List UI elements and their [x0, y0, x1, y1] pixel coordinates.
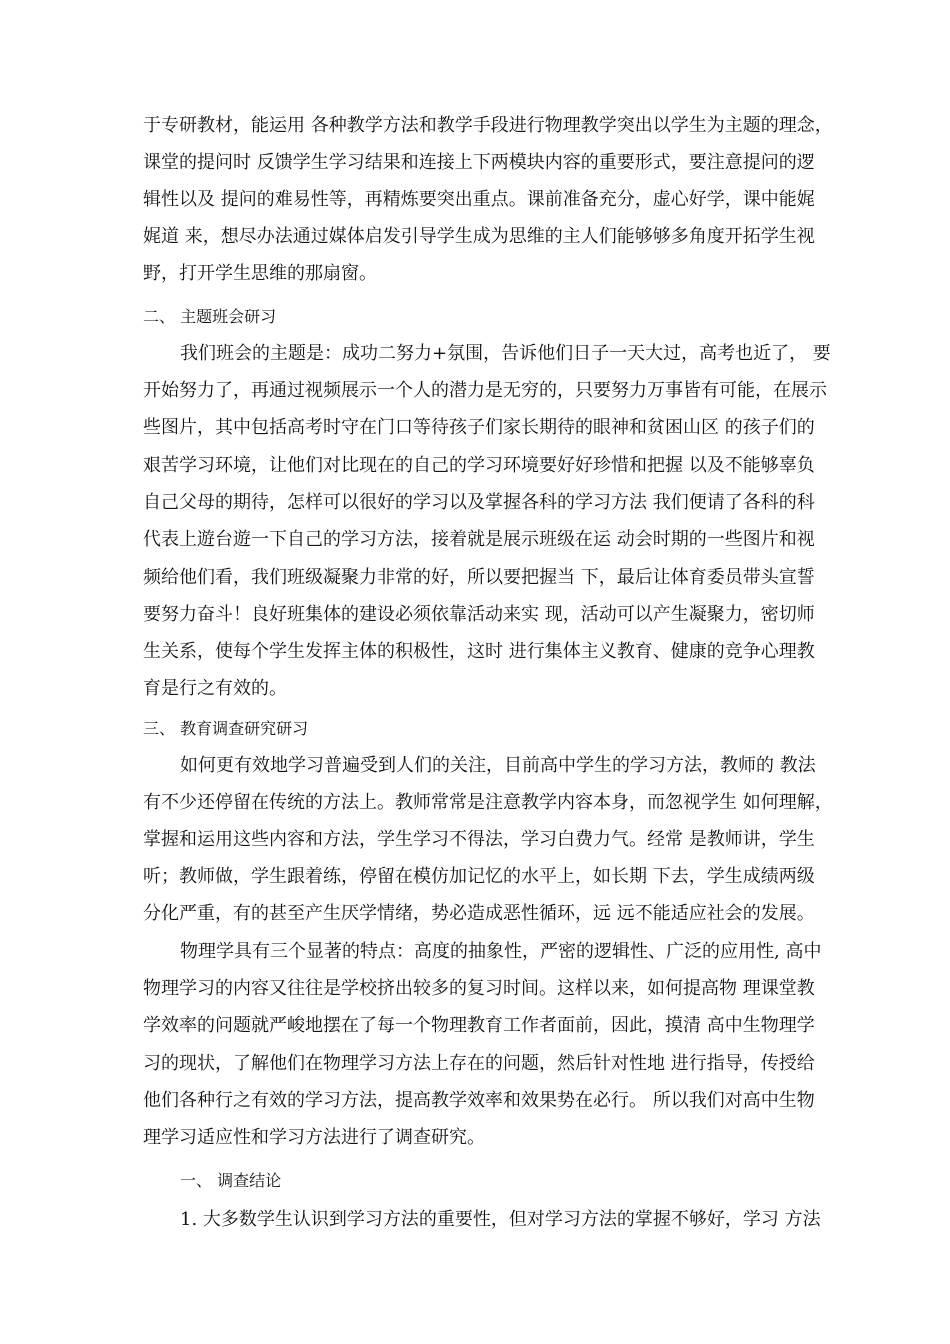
body-text-line: 学效率的问题就严峻地摆在了每一个物理教育工作者面前，因此，摸清 高中生物理学: [143, 1015, 815, 1036]
body-text-line: 代表上遊台遊一下自己的学习方法，接着就是展示班级在运 动会时期的一些图片和视: [143, 529, 815, 550]
body-text-line: 些图片，其中包括高考时守在门口等待孩子们家长期待的眼神和贫困山区 的孩子们的: [143, 417, 815, 438]
section-heading: 二、 主题班会研习: [143, 307, 277, 326]
body-text-line: 习的现状，了解他们在物理学习方法上存在的问题，然后针对性地 进行指导，传授给: [143, 1053, 815, 1074]
body-text-line: 课堂的提问时 反馈学生学习结果和连接上下两模块内容的重要形式，要注意提问的逻: [143, 152, 815, 173]
body-text-line: 自己父母的期待，怎样可以很好的学习以及掌握各科的学习方法 我们便请了各科的科: [143, 492, 815, 513]
body-text-line: 物理学习的内容又往往是学校挤出较多的复习时间。这样以来，如何提高物 理课堂教: [143, 978, 815, 999]
subsection-heading: 一、 调查结论: [180, 1171, 282, 1190]
paragraph-last-line: 育是行之有效的。: [143, 678, 287, 699]
body-text-line: 生关系，使每个学生发挥主体的积极性，这时 进行集体主义教育、健康的竞争心理教: [143, 641, 815, 662]
paragraph-first-line: 我们班会的主题是：成功二努力+氛围，告诉他们日子一天大过，高考也近了， 要: [180, 343, 831, 364]
body-text-line: 开始努力了，再通过视频展示一个人的潜力是无穷的，只要努力万事皆有可能，在展示: [143, 380, 827, 401]
body-text-line: 掌握和运用这些内容和方法，学生学习不得法，学习白费力气。经常 是教师讲，学生: [143, 829, 815, 850]
section-heading: 三、 教育调查研究研习: [143, 719, 309, 738]
body-text-line: 于专研教材，能运用 各种教学方法和教学手段进行物理教学突出以学生为主题的理念，: [143, 115, 833, 136]
body-text-line: 娓道 来，想尽办法通过媒体启发引导学生成为思维的主人们能够够多角度开拓学生视: [143, 226, 815, 247]
body-text-line: 听；教师做，学生跟着练，停留在模仿加记忆的水平上，如长期 下去，学生成绩两级: [143, 866, 815, 887]
paragraph-first-line: 物理学具有三个显著的特点：高度的抽象性，严密的逻辑性、广泛的应用性, 高中: [180, 941, 822, 962]
body-text-line: 他们各种行之有效的学习方法，提高教学效率和效果势在必行。 所以我们对高中生物: [143, 1090, 815, 1111]
body-text-line: 分化严重，有的甚至产生厌学情绪，势必造成恶性循环，远 远不能适应社会的发展。: [143, 903, 815, 924]
paragraph-last-line: 野，打开学生思维的那扇窗。: [143, 263, 377, 284]
body-text-line: 有不少还停留在传统的方法上。教师常常是注意教学内容本身，而忽视学生 如何理解，: [143, 792, 833, 813]
paragraph-first-line: 如何更有效地学习普遍受到人们的关注，目前高中学生的学习方法，教师的 教法: [180, 755, 816, 776]
body-text-line: 频给他们看，我们班级凝聚力非常的好，所以要把握当 下，最后让体育委员带头宣誓: [143, 567, 815, 588]
body-text-line: 辑性以及 提问的难易性等，再精炼要突出重点。课前准备充分，虚心好学，课中能娓: [143, 189, 815, 210]
paragraph-first-line: 1. 大多数学生认识到学习方法的重要性，但对学习方法的掌握不够好，学习 方法: [180, 1209, 821, 1230]
body-text-line: 艰苦学习环境，让他们对比现在的自己的学习环境要好好珍惜和把握 以及不能够辜负: [143, 455, 815, 476]
body-text-line: 要努力奋斗！良好班集体的建设必须依靠活动来实 现，活动可以产生凝聚力，密切师: [143, 604, 815, 625]
paragraph-last-line: 理学习适应性和学习方法进行了调查研究。: [143, 1127, 485, 1148]
